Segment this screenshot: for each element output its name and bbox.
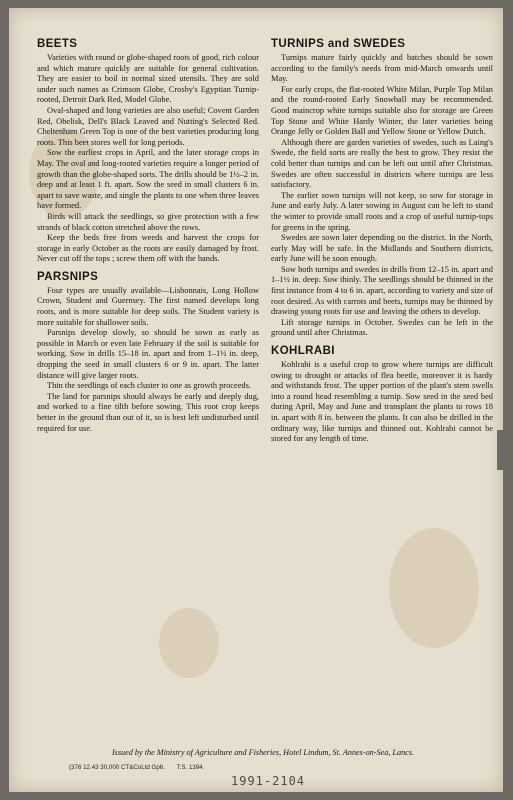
body-paragraph: Birds will attack the seedlings, so give protection with a few strands of black cotton stretched above the rows. [37, 211, 259, 232]
body-paragraph: Turnips mature fairly quickly and batches should be sown according to the family's needs from mid-March onwards until May. [271, 53, 493, 84]
body-paragraph: Swedes are sown later depending on the district. In the North, early May will be safe. In the Midlands and Southern districts, early June will be soon enough. [271, 233, 493, 264]
body-paragraph: Oval-shaped and long varieties are also useful; Covent Garden Red, Obelisk, Dell's Black Leaved and Nutting's Selected Red. Cheltenham Green Top is one of the best varieties producing long roots. This beet stores well for long periods. [37, 105, 259, 147]
body-paragraph: Lift storage turnips in October. Swedes can be left in the ground until after Christmas. [271, 317, 493, 338]
body-paragraph: Four types are usually available—Lisbonnais, Long Hollow Crown, Student and Guernsey. The first named develops long roots, and is more suitable for deep soils. The Student variety is more suitable for shallower soils. [37, 285, 259, 327]
right-column [271, 38, 493, 445]
print-run-code: (376 12.43 30,000 CT&CoLtd Gp6. [69, 764, 165, 771]
body-paragraph: Sow the earliest crops in April, and the later storage crops in May. The oval and long-rooted varieties require a longer period of growth than the globe-shaped sorts. The drills should be 1½–2 in. deep and at least 1 ft. apart. Sow the seed in small clusters 6 in. apart to save waste, and single the plants to one when three leaves have formed. [37, 148, 259, 211]
body-paragraph: Sow both turnips and swedes in drills from 12–15 in. apart and 1–1½ in. deep. Sow thinly. The seedlings should be thinned in the first instance from 4 to 6 in. apart, according to variety and size of root desired. As with carrots and beets, turnips may be thinned by drawing young roots for use and leaving the others to develop. [271, 264, 493, 317]
body-paragraph: For early crops, the flat-rooted White Milan, Purple Top Milan and the round-rooted Early Snowball may be recommended. Good maincrop white turnips suitable also for storage are Green Top Stone and White Hardy Winter, the later varieties being Orange Jelly or Golden Ball and Yellow Stone or Yellow Dutch. [271, 84, 493, 137]
body-paragraph: Keep the beds free from weeds and harvest the crops for storage in early October as the roots are easily damaged by frost. Never cut off the tops ; screw them off with the hands. [37, 233, 259, 264]
body-paragraph: Varieties with round or globe-shaped roots of good, rich colour and which mature quickly are suitable for general cultivation. They are easier to boil in normal sized utensils. They are sold under such names as Crimson Globe, Crosby's Egyptian Turnip-rooted, Detroit Dark Red, Model Globe. [37, 53, 259, 105]
paper-stain [159, 608, 219, 678]
torn-edge [497, 430, 505, 470]
section-heading: PARSNIPS [37, 270, 99, 283]
body-paragraph: The land for parsnips should always be early and deeply dug, and worked to a fine tilth before sowing. This root crop keeps better in the ground than out of it, so is best left undisturbed until required for use. [37, 391, 259, 433]
issued-by-line: Issued by the Ministry of Agriculture and Fisheries, Hotel Lindum, St. Annes-on-Sea, Lancs. [111, 748, 415, 757]
left-column [37, 38, 259, 434]
archive-number: 1991-2104 [231, 774, 306, 788]
print-code [69, 764, 214, 771]
body-paragraph: Although there are garden varieties of swedes, such as Laing's Swede, the field sorts are really the best to grow. They resist the cold better than turnips and can be left out until after Christmas. Swedes are often successful in districts where turnips are less satisfactory. [271, 137, 493, 190]
ts-number: T.S. 1394. [176, 764, 205, 771]
body-paragraph: Parsnips develop slowly, so should be sown as early as possible in March or even late February if the soil is suitable for working. Sow in drills 15–18 in. apart and from 1–1½ in. deep, dropping the seed in small clusters 6 or 9 in. apart. The latter distance will give larger roots. [37, 328, 259, 380]
section-heading: TURNIPS and SWEDES [271, 38, 406, 50]
body-paragraph: Kohlrabi is a useful crop to grow where turnips are difficult owing to drought or attacks of flea beetle, moreover it is hardy and withstands frost. The upper portion of the plant's stem swells into a round head resembling a turnip. Sow seed in the seed bed during April, May and June and transplant the plants to rows 18 in. apart with 8 in. between the plants. It can also be drilled in the ordinary way, like turnips and thinned out. Kohlrabi cannot be stored for any length of time. [271, 360, 493, 444]
leaflet-page [9, 8, 503, 792]
paper-stain [389, 528, 479, 648]
section-heading: KOHLRABI [271, 345, 335, 358]
section-heading: BEETS [37, 38, 78, 50]
body-paragraph: The earlier sown turnips will not keep, so sow for storage in June and early July. A later sowing in August can be left to stand the winter to provide small roots and a crop of useful turnip-tops for greens in the spring. [271, 190, 493, 232]
body-paragraph: Thin the seedlings of each cluster to one as growth proceeds. [47, 381, 251, 391]
